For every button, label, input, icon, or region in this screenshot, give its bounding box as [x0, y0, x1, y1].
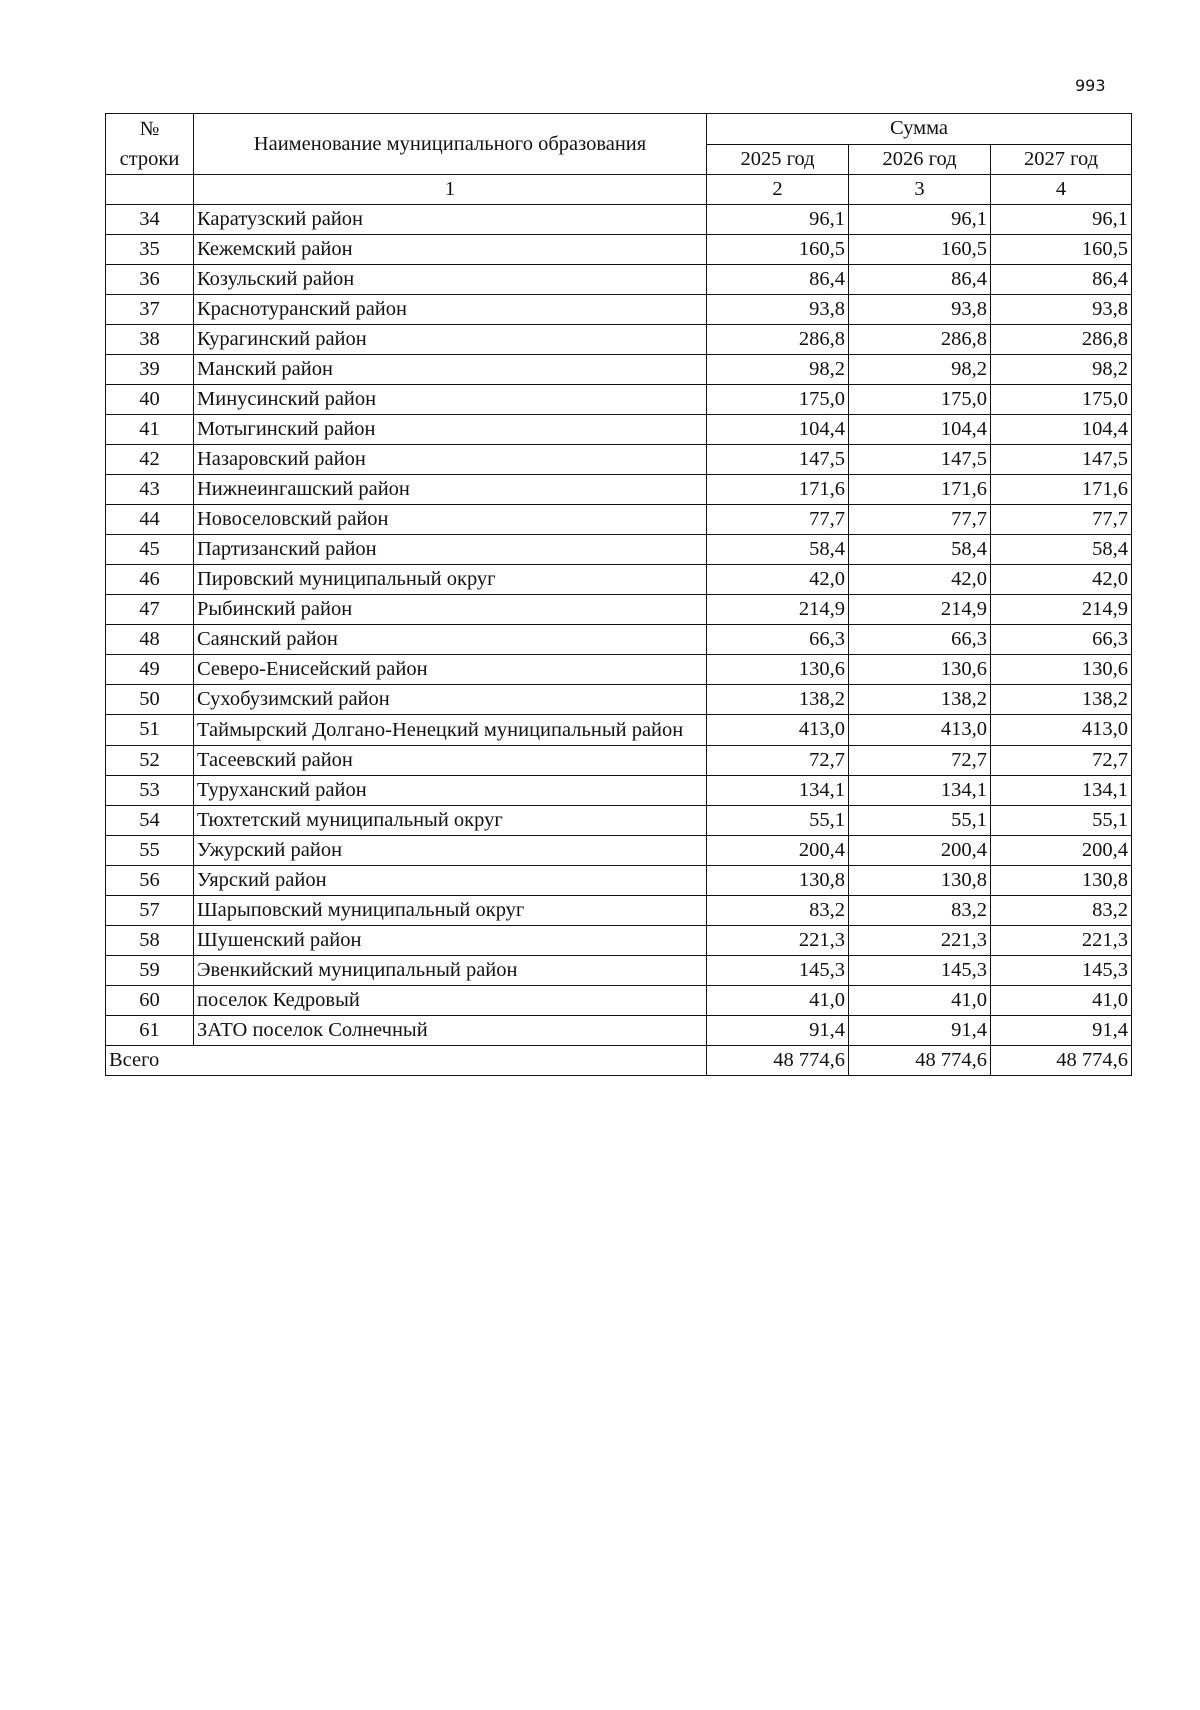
value-2027: 175,0 [991, 385, 1132, 415]
total-2026: 48 774,6 [849, 1046, 991, 1076]
municipality-name: Шарыповский муниципальный округ [194, 896, 707, 926]
value-2026: 145,3 [849, 956, 991, 986]
municipality-name: Назаровский район [194, 445, 707, 475]
value-2027: 98,2 [991, 355, 1132, 385]
value-2027: 147,5 [991, 445, 1132, 475]
table-row [106, 806, 1132, 836]
value-2027: 42,0 [991, 565, 1132, 595]
column-index-3: 3 [849, 175, 991, 205]
value-2027: 41,0 [991, 986, 1132, 1016]
row-number: 48 [106, 625, 194, 655]
municipality-name: Каратузский район [194, 205, 707, 235]
value-2027: 86,4 [991, 265, 1132, 295]
row-number: 55 [106, 836, 194, 866]
municipality-name: Манский район [194, 355, 707, 385]
municipality-name: Кежемский район [194, 235, 707, 265]
table-row [106, 715, 1132, 746]
row-number: 46 [106, 565, 194, 595]
table-row [106, 866, 1132, 896]
table-row [106, 986, 1132, 1016]
table-row [106, 235, 1132, 265]
total-2027: 48 774,6 [991, 1046, 1132, 1076]
value-2025: 200,4 [707, 836, 849, 866]
municipality-name: Нижнеингашский район [194, 475, 707, 505]
value-2025: 93,8 [707, 295, 849, 325]
value-2025: 55,1 [707, 806, 849, 836]
value-2027: 214,9 [991, 595, 1132, 625]
value-2025: 42,0 [707, 565, 849, 595]
value-2026: 130,6 [849, 655, 991, 685]
table-row [106, 776, 1132, 806]
value-2025: 214,9 [707, 595, 849, 625]
value-2026: 77,7 [849, 505, 991, 535]
value-2025: 171,6 [707, 475, 849, 505]
municipality-name: Эвенкийский муниципальный район [194, 956, 707, 986]
row-number: 54 [106, 806, 194, 836]
value-2027: 130,6 [991, 655, 1132, 685]
value-2025: 96,1 [707, 205, 849, 235]
value-2025: 91,4 [707, 1016, 849, 1046]
value-2025: 130,8 [707, 866, 849, 896]
value-2027: 83,2 [991, 896, 1132, 926]
table-row [106, 355, 1132, 385]
municipality-name: Курагинский район [194, 325, 707, 355]
table-header [106, 114, 1132, 205]
value-2026: 175,0 [849, 385, 991, 415]
total-2025: 48 774,6 [707, 1046, 849, 1076]
value-2026: 104,4 [849, 415, 991, 445]
value-2026: 96,1 [849, 205, 991, 235]
value-2025: 41,0 [707, 986, 849, 1016]
value-2026: 72,7 [849, 746, 991, 776]
table-row [106, 896, 1132, 926]
value-2026: 138,2 [849, 685, 991, 715]
value-2027: 91,4 [991, 1016, 1132, 1046]
column-index-1: 1 [194, 175, 707, 205]
column-index-4: 4 [991, 175, 1132, 205]
sum-header: Сумма [707, 114, 1132, 145]
value-2025: 138,2 [707, 685, 849, 715]
value-2027: 93,8 [991, 295, 1132, 325]
value-2026: 221,3 [849, 926, 991, 956]
value-2025: 86,4 [707, 265, 849, 295]
municipality-name: Ужурский район [194, 836, 707, 866]
value-2026: 91,4 [849, 1016, 991, 1046]
value-2026: 286,8 [849, 325, 991, 355]
value-2027: 134,1 [991, 776, 1132, 806]
value-2025: 83,2 [707, 896, 849, 926]
value-2026: 98,2 [849, 355, 991, 385]
municipality-name: Новоселовский район [194, 505, 707, 535]
table-row [106, 205, 1132, 235]
municipality-name: поселок Кедровый [194, 986, 707, 1016]
value-2027: 130,8 [991, 866, 1132, 896]
table-row [106, 655, 1132, 685]
value-2027: 96,1 [991, 205, 1132, 235]
municipality-name: Северо-Енисейский район [194, 655, 707, 685]
municipality-name: Сухобузимский район [194, 685, 707, 715]
value-2026: 134,1 [849, 776, 991, 806]
row-number: 60 [106, 986, 194, 1016]
row-number: 51 [106, 715, 194, 746]
value-2026: 93,8 [849, 295, 991, 325]
value-2026: 41,0 [849, 986, 991, 1016]
value-2026: 83,2 [849, 896, 991, 926]
table-row [106, 475, 1132, 505]
allocation-table [105, 113, 1132, 1076]
value-2025: 104,4 [707, 415, 849, 445]
municipality-name: Минусинский район [194, 385, 707, 415]
value-2025: 98,2 [707, 355, 849, 385]
table-row [106, 836, 1132, 866]
value-2027: 200,4 [991, 836, 1132, 866]
page-number: 993 [1075, 76, 1106, 95]
value-2026: 147,5 [849, 445, 991, 475]
value-2025: 134,1 [707, 776, 849, 806]
row-number: 45 [106, 535, 194, 565]
value-2027: 286,8 [991, 325, 1132, 355]
value-2025: 147,5 [707, 445, 849, 475]
row-number: 41 [106, 415, 194, 445]
value-2027: 171,6 [991, 475, 1132, 505]
value-2026: 160,5 [849, 235, 991, 265]
row-number: 42 [106, 445, 194, 475]
row-number-header [106, 114, 194, 175]
value-2026: 66,3 [849, 625, 991, 655]
year-2025-header: 2025 год [707, 144, 849, 175]
table-row [106, 1016, 1132, 1046]
municipality-name: Рыбинский район [194, 595, 707, 625]
value-2025: 175,0 [707, 385, 849, 415]
table-row [106, 956, 1132, 986]
municipality-name: Туруханский район [194, 776, 707, 806]
row-number: 50 [106, 685, 194, 715]
row-number-header-line2: строки [119, 148, 180, 170]
value-2025: 130,6 [707, 655, 849, 685]
value-2025: 77,7 [707, 505, 849, 535]
row-number: 49 [106, 655, 194, 685]
municipality-name: Саянский район [194, 625, 707, 655]
column-index-2: 2 [707, 175, 849, 205]
value-2025: 286,8 [707, 325, 849, 355]
table-row [106, 325, 1132, 355]
row-number: 59 [106, 956, 194, 986]
value-2025: 145,3 [707, 956, 849, 986]
value-2026: 42,0 [849, 565, 991, 595]
year-2027-header: 2027 год [991, 144, 1132, 175]
value-2026: 200,4 [849, 836, 991, 866]
row-number: 40 [106, 385, 194, 415]
value-2027: 104,4 [991, 415, 1132, 445]
value-2027: 55,1 [991, 806, 1132, 836]
municipality-name: Таймырский Долгано-Ненецкий муниципальный район [194, 715, 707, 746]
table-row [106, 535, 1132, 565]
value-2027: 413,0 [991, 715, 1132, 746]
value-2027: 66,3 [991, 625, 1132, 655]
value-2026: 171,6 [849, 475, 991, 505]
value-2027: 145,3 [991, 956, 1132, 986]
municipality-name: Тасеевский район [194, 746, 707, 776]
table-row [106, 746, 1132, 776]
municipality-name: Шушенский район [194, 926, 707, 956]
table-row [106, 625, 1132, 655]
value-2027: 221,3 [991, 926, 1132, 956]
row-number: 34 [106, 205, 194, 235]
row-number: 56 [106, 866, 194, 896]
municipality-name: Уярский район [194, 866, 707, 896]
value-2025: 221,3 [707, 926, 849, 956]
row-number: 44 [106, 505, 194, 535]
value-2026: 55,1 [849, 806, 991, 836]
column-index-blank [106, 175, 194, 205]
row-number: 39 [106, 355, 194, 385]
row-number: 53 [106, 776, 194, 806]
row-number: 36 [106, 265, 194, 295]
table-row [106, 415, 1132, 445]
value-2026: 214,9 [849, 595, 991, 625]
total-row [106, 1046, 1132, 1076]
municipality-name: ЗАТО поселок Солнечный [194, 1016, 707, 1046]
value-2026: 58,4 [849, 535, 991, 565]
table-row [106, 565, 1132, 595]
table-row [106, 295, 1132, 325]
value-2027: 160,5 [991, 235, 1132, 265]
row-number: 57 [106, 896, 194, 926]
value-2026: 130,8 [849, 866, 991, 896]
row-number: 35 [106, 235, 194, 265]
table-row [106, 685, 1132, 715]
table-row [106, 926, 1132, 956]
value-2027: 138,2 [991, 685, 1132, 715]
value-2027: 58,4 [991, 535, 1132, 565]
municipality-name: Партизанский район [194, 535, 707, 565]
municipality-name: Пировский муниципальный округ [194, 565, 707, 595]
table-row [106, 445, 1132, 475]
table-row [106, 595, 1132, 625]
table-row [106, 505, 1132, 535]
value-2027: 72,7 [991, 746, 1132, 776]
value-2025: 58,4 [707, 535, 849, 565]
value-2025: 160,5 [707, 235, 849, 265]
table-row [106, 385, 1132, 415]
row-number: 58 [106, 926, 194, 956]
municipality-name: Козульский район [194, 265, 707, 295]
municipality-name: Краснотуранский район [194, 295, 707, 325]
value-2027: 77,7 [991, 505, 1132, 535]
row-number: 43 [106, 475, 194, 505]
row-number: 52 [106, 746, 194, 776]
column-index-row [106, 175, 1132, 205]
value-2026: 413,0 [849, 715, 991, 746]
value-2026: 86,4 [849, 265, 991, 295]
table-row [106, 265, 1132, 295]
total-label: Всего [106, 1046, 707, 1076]
value-2025: 72,7 [707, 746, 849, 776]
row-number-header-line1: № [139, 118, 160, 140]
municipality-name-header: Наименование муниципального образования [194, 114, 707, 175]
row-number: 37 [106, 295, 194, 325]
year-2026-header: 2026 год [849, 144, 991, 175]
municipality-name: Мотыгинский район [194, 415, 707, 445]
table-body [106, 205, 1132, 1046]
value-2025: 413,0 [707, 715, 849, 746]
row-number: 61 [106, 1016, 194, 1046]
municipality-name: Тюхтетский муниципальный округ [194, 806, 707, 836]
row-number: 47 [106, 595, 194, 625]
row-number: 38 [106, 325, 194, 355]
value-2025: 66,3 [707, 625, 849, 655]
